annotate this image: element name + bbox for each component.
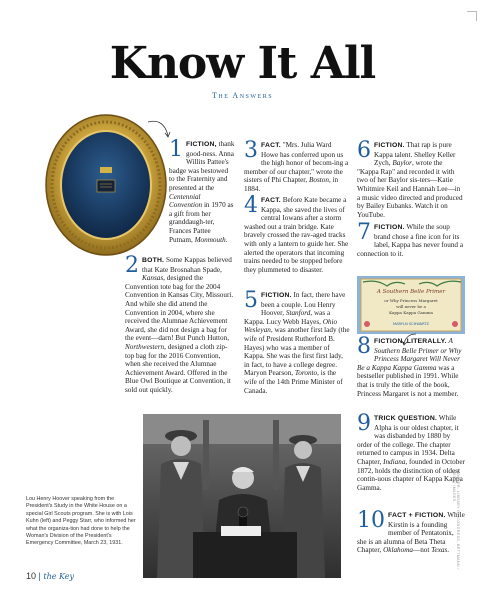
fact-number: 4	[244, 193, 258, 218]
book-title-line-4: Kappa Kappa Gamma	[389, 310, 433, 315]
fact-8: 8 FICTION, LITERALLY. A Southern Belle Primer or Why Princess Margaret Will Never Be a Kappa Kappa Gamma was a bestseller published in 1991. While that is truly the title of the book, Princess Margaret is not a member.	[357, 334, 462, 398]
fact-6: 6 FICTION. That rap is pure Kappa talent. Shelley Keller Zych, Baylor, wrote the "Kappa Rap" and recorded it with two of her Baylor sis-ters—Katie Whitmire Keil and Hannah Lee—in a music video directed and produced by Bailey Eubanks. Watch it on YouTube.	[357, 138, 463, 219]
fact-7: 7 FICTION. While the soup brand chose a fine icon for its label, Kappa has never found a connection to it.	[357, 220, 464, 258]
fact-number: 2	[125, 253, 139, 278]
page-title: Know It All	[109, 38, 376, 89]
corner-crop-mark	[467, 11, 477, 21]
book-cover-photo	[357, 276, 465, 334]
page-number: 10	[26, 571, 37, 581]
fact-9: 9 TRICK QUESTION. While Alpha is our oldest chapter, it was disbanded by 1880 by order of the college. The chapter returned to campus in 1934. Delta Chapter, Indiana, founded in October 1872, holds the distinction of oldest contin-uous chapter of Kappa Kappa Gamma.	[357, 411, 465, 492]
fact-4: 4 FACT. Before Kate became a Kappa, she saved the lives of central Iowans after a storm washed out a train bridge. Kate bravely crossed the rav-aged tracks with only a lantern to guide her. She alerted the operators that incoming trains needed to be stopped before they plummeted to disaster.	[244, 193, 349, 274]
hoover-girl-scouts-photo	[143, 414, 341, 578]
fact-number: 1	[169, 137, 183, 162]
photo-credit: HOOVER: LIBRARY OF CONGRESS, BETTMANN / GETTY IMAGES	[452, 470, 460, 570]
footer-separator: |	[38, 571, 41, 581]
fact-2: 2 BOTH. Some Kappas believed that Kate Brosnahan Spade, Kansas, designed the Convention tote bag for the 2004 Convention in Kansas City, Missouri. And while she did attend the Convention in 2004, where she received the Alumnae Achievement Award, she did not design a bag for the event—darn! But Punch Hutton, Northwestern, designed a cloth zip-top bag for the 2016 Convention, when she received the Alumnae Achievement Award. Offered in the Blue Owl Boutique at Convention, it sold out quickly.	[125, 253, 234, 394]
book-title-line-1: A Southern Belle Primer	[376, 289, 446, 295]
arrow-to-fact-8	[400, 332, 422, 346]
page-subtitle: The Answers	[211, 91, 274, 100]
fact-number: 5	[244, 288, 258, 313]
page-footer	[26, 571, 74, 581]
fact-1: 1 FICTION, thank good-ness. Anna Willits Pattee's badge was bestowed to the Fraternity and presented at the Centennial Convention in 1970 as a gift from her granddaugh-ter, Frances Pattee Putnam, Monmouth.	[169, 137, 235, 244]
fact-number: 6	[357, 138, 371, 163]
fact-number: 9	[357, 411, 371, 436]
fact-5: 5 FICTION. In fact, there have been a couple. Lou Henry Hoover, Stanford, was a Kappa. Lucy Webb Hayes, Ohio Wesleyan, was another first lady (the wife of President Rutherford B. Hayes) who was a member of Kappa. She was the first first lady, in fact, to have a college degree. Maryon Pearson, Toronto, is the wife of the 14th Prime Minister of Canada.	[244, 288, 350, 395]
fact-number: 7	[357, 220, 371, 245]
book-title-line-3: will never be a	[396, 304, 426, 309]
book-author: MARYLN SCHWARTZ	[392, 322, 430, 326]
fact-number: 3	[244, 138, 258, 163]
fact-number: 10	[357, 508, 385, 533]
fact-3: 3 FACT. "Mrs. Julia Ward Howe has conferred upon us the high honor of becom-ing a member of our chapter," wrote the sisters of Phi Chapter, Boston, in 1884.	[244, 138, 349, 193]
fact-number: 8	[357, 334, 371, 359]
book-title-line-2: or Why Princess Margaret	[384, 298, 438, 303]
fact-10: 10 FACT + FICTION. While Kirstin is a founding member of Pentatonix, she is an alumna of Beta Theta Chapter, Oklahoma—not Texas.	[357, 508, 465, 555]
photo-caption: Lou Henry Hoover speaking from the President's Study in the White House on a special Girl Scouts program. She is with Lois Kuhn (left) and Peggy Starr, who informed her what the organiza-tion had done to help the Woman's Division of the President's Emergency Committee, March 23, 1931.	[26, 496, 136, 547]
magazine-name: the Key	[43, 572, 75, 581]
